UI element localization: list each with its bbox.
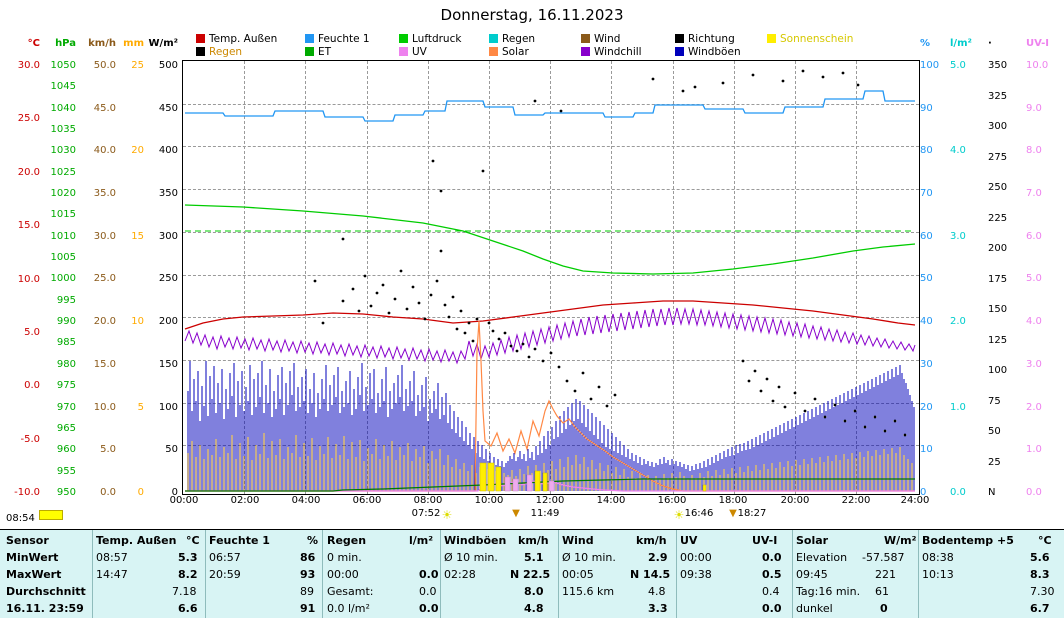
col-unit: %: [307, 534, 319, 547]
axis-tick: 20: [131, 145, 144, 157]
cell-value: 08:38: [922, 551, 954, 564]
axis-tick: 40: [920, 316, 933, 328]
cell-value: 00:05: [562, 568, 594, 581]
col-name: Wind: [562, 534, 594, 547]
axis-unit: l/m²: [950, 38, 972, 49]
axis-tick: 5: [137, 401, 144, 413]
legend-swatch-uv: [399, 47, 408, 56]
x-tick: 22:00: [841, 495, 871, 506]
axis-tick: 10: [131, 316, 144, 328]
axis-tick: 250: [158, 273, 178, 285]
cell-value: 0 min.: [327, 551, 362, 564]
legend-item: [767, 33, 887, 46]
legend-label: Regen: [502, 33, 536, 45]
axis-tick: 950: [56, 486, 76, 498]
cell-reading: 5.1: [524, 551, 544, 564]
axis-tick: 960: [56, 444, 76, 456]
cell-reading: -57.587: [862, 551, 905, 564]
axis-tick: 30: [920, 358, 933, 370]
axis-tick: 5.0: [24, 326, 40, 338]
axis-tick: 1015: [50, 209, 76, 221]
axis-tick: 1020: [50, 188, 76, 200]
col-name: Temp. Außen: [96, 534, 177, 547]
cell-reading: 0: [880, 602, 888, 615]
axis-tick: 1000: [50, 273, 76, 285]
axis-tick: 350: [158, 188, 178, 200]
legend-label: ET: [318, 46, 332, 58]
axis-tick: 25: [131, 60, 144, 71]
cell-reading: 8.0: [524, 585, 544, 598]
axis-tick: 2.0: [1026, 401, 1042, 413]
cell-value: Elevation: [796, 551, 848, 564]
clock-time: 08:54: [6, 513, 35, 524]
legend-label: Richtung: [688, 33, 735, 45]
cell-reading: 2.9: [648, 551, 668, 564]
legend-label: Luftdruck: [412, 33, 462, 45]
axis-tick: 50: [920, 273, 933, 285]
axis-tick: 1050: [50, 60, 76, 71]
axis-solar: [146, 38, 178, 49]
table-row: [0, 583, 1064, 600]
legend-swatch-wind: [581, 34, 590, 43]
axis-tick: 1025: [50, 166, 76, 178]
cell-reading: 221: [875, 568, 896, 581]
axis-tick: 75: [988, 395, 1001, 407]
axis-unit: W/m²: [148, 38, 178, 49]
axis-tick: 1.0: [1026, 444, 1042, 456]
x-tick: 20:00: [780, 495, 810, 506]
axis-tick: 4.0: [1026, 316, 1042, 328]
axis-rain2-ticks: [950, 60, 976, 499]
legend-item: [196, 46, 314, 59]
legend-item: [581, 33, 681, 46]
cell-reading: 61: [875, 585, 889, 598]
row-label: MinWert: [6, 551, 59, 564]
col-name: Windböen: [444, 534, 507, 547]
cell-reading: N 22.5: [510, 568, 551, 581]
chart-legend: [196, 33, 876, 59]
legend-label: Solar: [502, 46, 529, 58]
legend-swatch-et: [305, 47, 314, 56]
axis-tick: 300: [158, 230, 178, 242]
axis-tick: 5.0: [1026, 273, 1042, 285]
cell-value: Tag:16 min.: [796, 585, 861, 598]
col-unit: km/h: [636, 534, 667, 547]
axis-tick: 30.0: [93, 230, 116, 242]
axis-tick: 80: [920, 145, 933, 157]
axis-tick: 40.0: [93, 145, 116, 157]
cell-value: 10:13: [922, 568, 954, 581]
axis-tick: 0: [920, 486, 927, 498]
axis-tick: 0: [171, 486, 178, 498]
axis-uvi: [1026, 38, 1056, 49]
axis-unit: ·: [988, 38, 992, 49]
axis-tick: 50: [165, 444, 178, 456]
x-tick: 08:00: [413, 495, 443, 506]
axis-wind: [80, 38, 116, 49]
legend-item: [489, 46, 589, 59]
chart-series-svg: [183, 61, 917, 492]
axis-tick: 10.0: [17, 273, 40, 285]
legend-swatch-sonnenschein: [767, 34, 776, 43]
axis-tick: 985: [56, 337, 76, 349]
triangle-icon: ▼: [729, 508, 737, 519]
axis-tick: 1.0: [950, 401, 966, 413]
col-unit: °C: [186, 534, 200, 547]
axis-tick: 2.0: [950, 316, 966, 328]
axis-tick: 25: [988, 456, 1001, 468]
axis-tick: 15.0: [17, 220, 40, 232]
axis-tick: 0.0: [100, 486, 116, 498]
axis-humidity: [920, 38, 942, 49]
axis-tick: 0: [137, 486, 144, 498]
legend-label: Regen: [209, 46, 243, 58]
axis-tick: 6.0: [1026, 230, 1042, 242]
axis-tick: 0.0: [24, 380, 40, 392]
x-tick: 16:00: [657, 495, 687, 506]
col-unit: UV-I: [752, 534, 778, 547]
axis-unit: %: [920, 38, 931, 49]
axis-tick: 60: [920, 230, 933, 242]
row-label: Durchschnitt: [6, 585, 86, 598]
x-tick: 12:00: [535, 495, 565, 506]
axis-tick: 10.0: [1026, 60, 1049, 71]
event-mark-noon: 11:49: [530, 508, 560, 519]
axis-temp: [6, 38, 40, 49]
cell-value: dunkel: [796, 602, 833, 615]
axis-rain: [120, 38, 144, 49]
axis-tick: 990: [56, 316, 76, 328]
cell-value: Ø 10 min.: [444, 551, 498, 564]
axis-tick: 175: [988, 273, 1008, 285]
axis-tick: 0.0: [1026, 486, 1042, 498]
summary-table: [0, 529, 1064, 618]
table-row: [0, 549, 1064, 566]
axis-tick: 7.0: [1026, 188, 1042, 200]
axis-tick: 30.0: [17, 60, 40, 71]
axis-tick: 15.0: [93, 358, 116, 370]
col-unit: °C: [1038, 534, 1052, 547]
series-windboen: [188, 361, 914, 491]
legend-label: Feuchte 1: [318, 33, 370, 45]
x-tick: 10:00: [474, 495, 504, 506]
axis-tick: 1005: [50, 252, 76, 264]
axis-tick: 275: [988, 151, 1008, 163]
page-title: Donnerstag, 16.11.2023: [440, 6, 624, 24]
cell-reading: 86: [300, 551, 316, 564]
axis-tick: 0.0: [950, 486, 966, 498]
axis-tick: 150: [158, 358, 178, 370]
row-label: Sensor: [6, 534, 49, 547]
axis-tick: 350: [988, 60, 1008, 71]
legend-label: Wind: [594, 33, 621, 45]
axis-tick: -5.0: [20, 433, 40, 445]
axis-tick: 15: [131, 230, 144, 242]
axis-unit: mm: [123, 38, 144, 49]
axis-tick: 1045: [50, 81, 76, 93]
cell-reading: 0.0: [762, 602, 782, 615]
axis-tick: 25.0: [17, 113, 40, 125]
cell-value: 20:59: [209, 568, 241, 581]
axis-tick: 20.0: [93, 316, 116, 328]
legend-item: [489, 33, 589, 46]
table-row: [0, 600, 1064, 617]
axis-tick: 20: [920, 401, 933, 413]
cell-reading: 0.5: [762, 568, 782, 581]
row-label: MaxWert: [6, 568, 62, 581]
axis-tick: 980: [56, 358, 76, 370]
cell-reading: 4.8: [524, 602, 544, 615]
axis-tick: 35.0: [93, 188, 116, 200]
axis-tick: 970: [56, 401, 76, 413]
series-feuchte: [185, 91, 915, 121]
x-tick: 06:00: [352, 495, 382, 506]
axis-unit: km/h: [88, 38, 116, 49]
axis-tick: 25.0: [93, 273, 116, 285]
axis-tick: N: [988, 487, 996, 498]
axis-tick: 50: [988, 426, 1001, 437]
axis-tick: 150: [988, 304, 1008, 315]
axis-tick: -10.0: [14, 487, 40, 499]
table-row: [0, 566, 1064, 583]
cell-value: 0.0 l/m²: [327, 602, 370, 615]
cell-value: Ø 10 min.: [562, 551, 616, 564]
legend-item: [675, 33, 775, 46]
x-tick: 24:00: [900, 495, 930, 506]
axis-tick: 100: [920, 60, 940, 71]
series-windchill: [185, 308, 915, 363]
axis-unit: °C: [27, 38, 40, 49]
axis-tick: 200: [158, 316, 178, 328]
col-name: Solar: [796, 534, 829, 547]
cell-reading: 4.8: [648, 585, 666, 598]
axis-tick: 965: [56, 422, 76, 434]
axis-uvi-ticks: [1026, 60, 1056, 499]
event-marks: [182, 508, 920, 526]
legend-swatch-regen2: [489, 34, 498, 43]
axis-solar-ticks: [146, 60, 178, 499]
cell-reading: 0.0: [762, 551, 782, 564]
cell-value: 09:38: [680, 568, 712, 581]
sun-icon: ☀: [441, 508, 453, 522]
axis-unit: hPa: [55, 38, 76, 49]
cell-reading: 0.4: [762, 585, 780, 598]
axis-rain-ticks: [120, 60, 144, 499]
cell-reading: 89: [300, 585, 314, 598]
axis-tick: 200: [988, 243, 1008, 254]
legend-swatch-windboen: [675, 47, 684, 56]
cell-value: 115.6 km: [562, 585, 615, 598]
legend-item: [196, 33, 314, 46]
axis-tick: 1040: [50, 102, 76, 114]
cell-value: 06:57: [209, 551, 241, 564]
axis-tick: 3.0: [1026, 358, 1042, 370]
legend-label: Windchill: [594, 46, 642, 58]
event-mark-dusk: 18:27: [737, 508, 767, 519]
axis-tick: 8.0: [1026, 145, 1042, 157]
legend-swatch-temp: [196, 34, 205, 43]
sunshine-swatch: [39, 510, 63, 520]
x-axis-labels: [169, 495, 930, 509]
axis-tick: 1010: [50, 230, 76, 242]
axis-direction: [988, 38, 1014, 49]
legend-swatch-windchill: [581, 47, 590, 56]
axis-pressure-ticks: [44, 60, 76, 498]
axis-tick: 90: [920, 102, 933, 114]
axis-tick: 70: [920, 188, 933, 200]
axis-tick: 300: [988, 121, 1008, 132]
axis-tick: 50.0: [93, 60, 116, 71]
cell-reading: 0.0: [419, 602, 439, 615]
x-tick: 02:00: [230, 495, 260, 506]
axis-tick: 225: [988, 212, 1008, 224]
axis-tick: 955: [56, 465, 76, 477]
weather-chart-plot[interactable]: [182, 60, 920, 495]
legend-label: Temp. Außen: [209, 33, 278, 45]
legend-item: [581, 46, 681, 59]
clock-readout: [6, 510, 63, 524]
x-tick: 18:00: [718, 495, 748, 506]
axis-tick: 250: [988, 182, 1008, 193]
axis-unit: UV-I: [1026, 38, 1050, 49]
x-tick: 14:00: [596, 495, 626, 506]
legend-label: Sonnenschein: [780, 33, 854, 45]
axis-humidity-ticks: [920, 60, 942, 499]
x-tick: 00:00: [169, 495, 199, 506]
axis-tick: 450: [158, 102, 178, 114]
axis-tick: 400: [158, 145, 178, 157]
legend-swatch-feuchte: [305, 34, 314, 43]
axis-direction-ticks: [988, 60, 1014, 498]
cell-reading: 3.3: [648, 602, 668, 615]
legend-swatch-richtung: [675, 34, 684, 43]
cell-reading: 0.0: [419, 585, 437, 598]
cell-reading: 6.7: [1030, 602, 1050, 615]
legend-label: UV: [412, 46, 427, 58]
axis-tick: 1030: [50, 145, 76, 157]
cell-reading: 91: [300, 602, 316, 615]
event-mark-sunset: 16:46: [684, 508, 714, 519]
cell-reading: 5.3: [178, 551, 198, 564]
cell-reading: 8.3: [1030, 568, 1050, 581]
cell-value: 09:45: [796, 568, 828, 581]
cell-reading: 5.6: [1030, 551, 1050, 564]
series-richtung: [314, 70, 907, 437]
col-unit: l/m²: [409, 534, 434, 547]
cell-reading: 0.0: [419, 568, 439, 581]
series-luftdruck: [185, 205, 915, 274]
cell-value: 14:47: [96, 568, 128, 581]
cell-value: 00:00: [680, 551, 712, 564]
cell-reading: 8.2: [178, 568, 198, 581]
axis-rain2: [950, 38, 976, 49]
col-name: Regen: [327, 534, 367, 547]
axis-tick: 100: [158, 401, 178, 413]
axis-tick: 45.0: [93, 102, 116, 114]
legend-swatch-solar: [489, 47, 498, 56]
cell-value: 00:00: [327, 568, 359, 581]
cell-reading: 7.30: [1030, 585, 1055, 598]
axis-tick: 125: [988, 334, 1008, 346]
cell-value: Gesamt:: [327, 585, 374, 598]
sun-icon: ☀: [673, 508, 685, 522]
legend-item: [675, 46, 775, 59]
table-row-header: [0, 532, 1064, 549]
legend-swatch-luftdruck: [399, 34, 408, 43]
axis-tick: 5.0: [100, 444, 116, 456]
legend-label: Windböen: [688, 46, 741, 58]
axis-tick: 995: [56, 294, 76, 306]
row-label: 16.11. 23:59: [6, 602, 84, 615]
col-unit: km/h: [518, 534, 549, 547]
cell-reading: N 14.5: [630, 568, 671, 581]
col-name: UV: [680, 534, 698, 547]
cell-value: 08:57: [96, 551, 128, 564]
cell-reading: 93: [300, 568, 316, 581]
axis-tick: 3.0: [950, 230, 966, 242]
axis-tick: 500: [158, 60, 178, 71]
event-mark-sunrise: 07:52: [411, 508, 441, 519]
axis-pressure: [44, 38, 76, 49]
cell-value: 02:28: [444, 568, 476, 581]
cell-reading: 7.18: [172, 585, 197, 598]
axis-tick: 325: [988, 90, 1008, 102]
axis-tick: 4.0: [950, 145, 966, 157]
x-tick: 04:00: [291, 495, 321, 506]
axis-tick: 100: [988, 365, 1008, 376]
axis-tick: 10: [920, 444, 933, 456]
cell-reading: 6.6: [178, 602, 198, 615]
axis-tick: 10.0: [93, 401, 116, 413]
col-name: Feuchte 1: [209, 534, 270, 547]
col-unit: W/m²: [884, 534, 917, 547]
axis-wind-ticks: [80, 60, 116, 499]
axis-tick: 20.0: [17, 166, 40, 178]
axis-tick: 5.0: [950, 60, 966, 71]
axis-tick: 9.0: [1026, 102, 1042, 114]
axis-tick: 975: [56, 380, 76, 392]
legend-swatch-regen: [196, 47, 205, 56]
axis-tick: 1035: [50, 124, 76, 136]
axis-temp-ticks: [6, 60, 40, 499]
col-name: Bodentemp +5: [922, 534, 1014, 547]
triangle-icon: ▼: [512, 508, 520, 519]
